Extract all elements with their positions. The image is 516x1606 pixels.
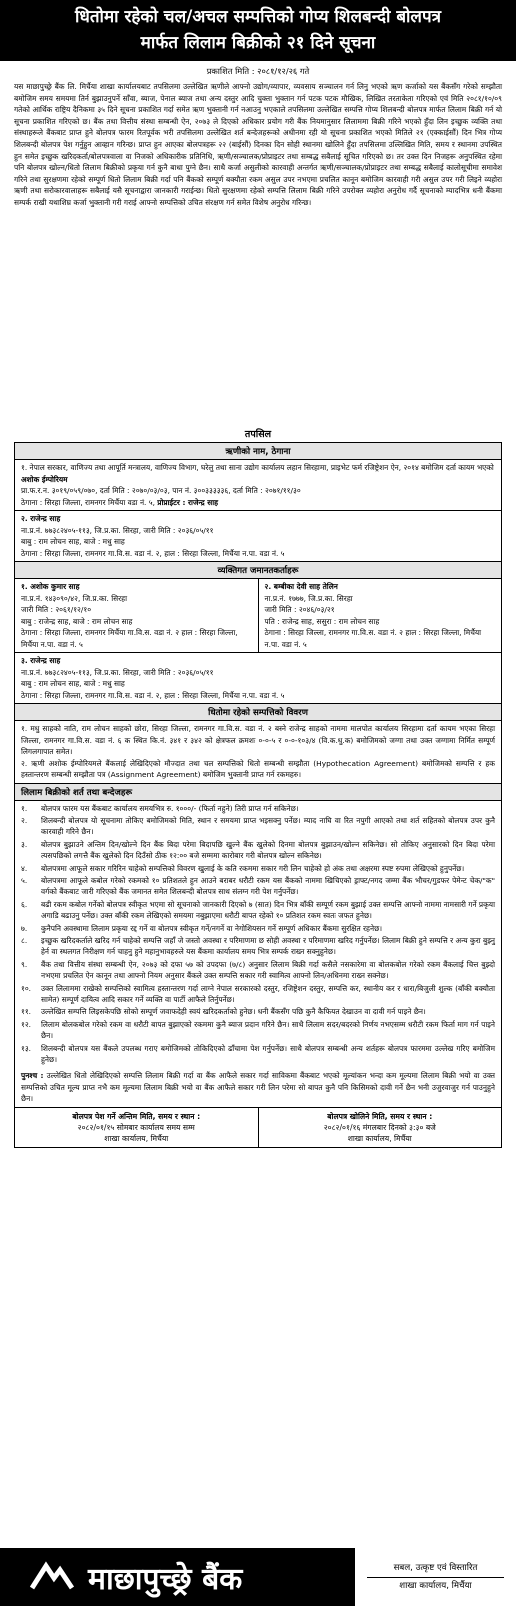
property-item-2: २. ऋणी अशोक ईम्पोरियमले बैंकलाई लेखिदिएको मौज्दात तथा चल सम्पत्तिको धितो सम्बन्धी सम्झौता (Hypothecation Agreement) बमोजिमको सम्पत्ति र हक हस्तान्तरण सम्बन्धी सम्झौता पत्र (Assignment Agreement) बमोजिम भुक्तानी प्राप्त गर्न रकमहरु।: [21, 758, 495, 779]
term-item: [21, 935, 495, 958]
opening-value: २०८२/०१/१६ मंगलबार दिनको ३:३० बजे: [323, 1122, 436, 1132]
term-item: [21, 1043, 495, 1066]
property-details: [15, 721, 501, 784]
guarantor-2-name: २. बम्बीका देवी साह तेलिन: [264, 582, 338, 591]
term-text: बोलपत्रमा आफूले कबोल गरेको रकमको १० प्रतिशतले हुन आउने बराबर धरौटी रकम यस बैंकको नाममा खिचिएको ड्राफ्ट/नगद जम्मा बैंक भौचर/गुडफर पेमेन्ट चेक/"क" वर्गको बैंकबाट जारी गरिएको बैंक जमानत समेत शिलबन्दी बोलपत्र साथ संलग्न गरी पेश गर्नुपर्नेछ।: [41, 875, 495, 897]
term-number: १.: [21, 803, 28, 813]
term-item: [21, 1019, 495, 1042]
tapasil-title: तपसिल: [244, 429, 272, 440]
notice-title-line1: धितोमा रहेको चल/अचल सम्पत्तिको गोप्य शिलबन्दी बोलपत्र: [75, 7, 441, 27]
borrower-2: [15, 511, 501, 562]
guarantor-1-line1: ना.प्र.नं. १४३०९०/४२, जि.प्र.का. सिरहा: [21, 593, 128, 603]
term-item: [21, 959, 495, 982]
guarantor-1-line4: ठेगाना : सिरहा जिल्ला, रामनगर मिर्चैया गा.वि.स. वडा नं. २ हाल : सिरहा जिल्ला, मिर्चैया न.पा. वडा नं. ५: [21, 628, 238, 649]
submission-deadline: [15, 1108, 259, 1147]
guarantor-3-name: ३. राजेन्द्र साह: [21, 656, 61, 665]
guarantor-3-line2: बाबु : राम लोचन साह, बाजे : मधु साह: [21, 679, 125, 688]
terms-heading: लिलाम बिक्रीको शर्त तथा बन्देजहरू: [15, 784, 501, 801]
bank-footer: [0, 1548, 516, 1606]
term-item: [21, 923, 495, 934]
guarantor-1: [15, 579, 259, 652]
term-item: [21, 1006, 495, 1017]
opening-place: शाखा कार्यालय, मिर्चैया: [347, 1133, 412, 1143]
term-number: ३.: [21, 839, 28, 849]
note-label: पुनश्च :: [21, 1071, 44, 1081]
property-item-1: १. मधु साहको नाति, राम लोचन साहको छोरा, सिरहा जिल्ला, रामनगर गा.वि.स. वडा नं. २ बस्ने राजेन्द्र साहको नाममा मालपोत कार्यालय सिरहामा दर्ता कायम भएका सिरहा जिल्ला, रामनगर गा.वि.स. वडा नं. ६ क स्थित कि.नं. ३४१ र ३४२ को क्षेत्रफल क्रमशः ०-०-५ र ०-०-१०३/४ (वि.क.धु.क) बमोजिमको जग्गा तथा उक्त जग्गामा निर्मित सम्पूर्ण लिगलगापात समेत।: [21, 724, 495, 756]
terms-list: [15, 801, 501, 1069]
opening-schedule: [259, 1108, 502, 1147]
borrower-1: [15, 460, 501, 511]
bank-tagline: सबल, उत्कृष्ट एवं विस्तारित: [393, 1563, 478, 1573]
borrower-heading: ऋणीको नाम, ठेगाना: [15, 443, 501, 460]
term-text: शिलबन्दी बोलपत्र यस बैंकले उपलब्ध गराए बमोजिमको तोकिदिएको ढाँचामा पेश गर्नुपर्नेछ। साथै बोलपत्र सम्बन्धी अन्य शर्तहरू बोलपत्र फारममा उल्लेख गरिए बमोजिम हुनेछ।: [41, 1043, 495, 1065]
deadline-row: [15, 1108, 501, 1147]
notice-title-line2: मार्फत लिलाम बिक्रीको २१ दिने सूचना: [140, 33, 376, 53]
term-item: [21, 863, 495, 874]
term-text: शिलबन्दी बोलपत्र यो सूचनामा तोकिए बमोजिमको मिति, स्थान र समयमा प्राप्त भइसक्नु पर्नेछ। म्याद नाघि वा रित नपुगी आएको तथा शर्त सहितको बोलपत्र उपर कुनै कारवाही गरिने छैन।: [41, 815, 495, 837]
guarantor-3-line3: ठेगाना : सिरहा जिल्ला, रामनगर गा.वि.स. वडा नं. २, हाल : सिरहा जिल्ला, मिर्चैया न.पा. वडा नं. ५: [21, 690, 285, 700]
borrower-2-line1: ना.प्र.नं. ७७३८२४०५-११३, जि.प्र.का. सिरहा, जारी मिति : २०३६/०५/११: [21, 525, 214, 535]
mountain-logo-icon: [30, 1558, 74, 1596]
term-number: ११.: [21, 1007, 32, 1017]
guarantor-3-line1: ना.प्र.नं. ७७३८२४०५-११३, जि.प्र.का. सिरहा, जारी मिति : २०३६/०५/११: [21, 667, 214, 677]
notice-header: [0, 0, 516, 61]
term-item: [21, 899, 495, 922]
opening-label: बोलपत्र खोलिने मिति, समय र स्थान :: [327, 1111, 433, 1121]
guarantor-1-line2: जारी मिति : २०६१/१२/१०: [21, 605, 92, 614]
guarantor-2-line3: पति : राजेन्द्र साह, ससुरा : राम लोचन साह: [264, 616, 380, 626]
term-number: २.: [21, 815, 28, 825]
submission-place: शाखा कार्यालय, मिर्चैया: [104, 1133, 169, 1143]
term-number: १०.: [21, 983, 32, 993]
term-text: बोलपत्रमा आफूले सकार गरिरिन चाहेको सम्पत्तिको विवरण खुलाई के कति रकममा सकार गरी लिन चाहेको हो अंक तथा अक्षरमा स्पष्ट रुपमा लेखिएको हुनुपर्नेछ।: [41, 863, 465, 873]
term-text: उल्लेखित सम्पत्ति लिइसकेपछि सोको सम्पूर्ण जवाफदेही स्वयं खरिदकर्ताको हुनेछ। धनी बैंकसँग पछि कुनै कैफियत देखाउन वा दावी गर्न पाइने छैन।: [41, 1007, 426, 1017]
guarantor-1-name: १. अशोक कुमार साह: [21, 582, 80, 591]
details-box: [14, 442, 502, 1148]
guarantor-row: [15, 579, 501, 653]
term-text: इच्छुक खरिदकर्ताले खरिद गर्न चाहेको सम्पत्ति जहाँ जे जस्तो अवस्था र परिमाणमा छ सोही अवस्था र परिमाणमा खरिद गर्नुपर्नेछ। लिलाम बिक्री हुने सम्पत्ति र अन्य कुरा बुझ्नु हेर्न वा स्थलगत निरीक्षण गर्न चाहनु हुने महानुभावहरुले यस बैंकमा कार्यालय समय भित्र सम्पर्क राख्न सक्नुहुनेछ।: [41, 935, 495, 957]
borrower-1-proprietor: प्रोप्राईटर : राजेन्द्र साह: [157, 497, 219, 507]
term-item: [21, 803, 495, 814]
term-number: ५.: [21, 875, 28, 885]
term-text: बैंक तथा वित्तीय संस्था सम्बन्धी ऐन, २०७३ को दफा ५७ को उपदफा (७/८) अनुसार लिलाम बिक्री गर्दा कसैले नसकारेमा वा बोलकबोल गरेको रकम बैंकलाई चित्त बुझ्दो नभएमा प्रचलित ऐन कानून तथा आफ्नो नियम अनुसार बैंकले उक्त सम्पत्ति सकार गरी स्वामित्व आफ्नो लिन/अधिनमा राख्न सक्नेछ।: [41, 959, 495, 981]
term-item: [21, 983, 495, 1006]
guarantor-2-line1: ना.प्र.नं. १७७७, जि.प्र.का. सिरहा: [264, 593, 353, 603]
borrower-2-name: २. राजेन्द्र साह: [21, 514, 61, 523]
property-heading: धितोमा रहेको सम्पत्तिको विवरण: [15, 704, 501, 721]
submission-label: बोलपत्र पेश गर्ने अन्तिम मिति, समय र स्थान :: [72, 1111, 201, 1121]
term-text: लिलाम बोलकबोल गरेको रकम वा धरौटी बापत बुझाएको रकममा कुनै ब्याज प्रदान गरिने छैन। साथै लिलाम सदर/बदरको निर्णय नभएसम्म धरौटी रकम फिर्ता माग गर्न पाइने छैन।: [41, 1019, 495, 1041]
borrower-2-line3: ठेगाना : सिरहा जिल्ला, रामनगर गा.वि.स. वडा नं. २, हाल : सिरहा जिल्ला, मिर्चैया न.पा. वडा नं. ५: [21, 548, 285, 558]
term-text: कुनैपनि अवस्थामा लिलाम प्रकृया रद्द गर्ने वा बोलपत्र स्वीकृत गर्ने/नगर्ने वा नेगोशियसन गर्ने सम्पूर्ण अधिकार बैंकमा सुरक्षित रहनेछ।: [41, 923, 383, 933]
terms-note: [15, 1068, 501, 1108]
borrower-1-line3: ठेगाना : सिरहा जिल्ला, रामनगर मिर्चैया वडा नं. ५, प्रोप्राईटर : राजेन्द्र साह: [21, 497, 219, 507]
guarantor-1-line3: बाबु : राजेन्द्र साह, बाजे : राम लोचन साह: [21, 616, 133, 626]
term-text: बढी रकम कबोल गर्नेको बोलपत्र स्वीकृत भएमा सो सूचनाको जानकारी दिएको ७ (सात) दिन भित्र बाँकी सम्पूर्ण रकम बुझाई उक्त सम्पत्ति आफ्नो नाममा नामसारी गर्ने प्रकृया अगाडि बढाउनु पर्नेछ। उक्त बाँकी रकम लेखिएको समयमा नबुझाएमा धरौटी बापत रहेको १० प्रतिशत रकम स्वतः जफत हुनेछ।: [41, 899, 495, 921]
term-item: [21, 815, 495, 838]
term-number: १३.: [21, 1043, 32, 1053]
term-number: ४.: [21, 863, 28, 873]
guarantor-heading: व्यक्तिगत जमानतकर्ताहरू: [15, 562, 501, 579]
term-item: [21, 875, 495, 898]
borrower-2-line2: बाबु : राम लोचन साह, बाजे : मधु साह: [21, 537, 125, 546]
submission-value: २०८२/०१/१५ सोमबार कार्यालय समय सम्म: [77, 1122, 195, 1132]
guarantor-2-line4: ठेगाना : सिरहा जिल्ला, रामनगर गा.वि.स. वडा नं. २ हाल : सिरहा जिल्ला, मिर्चैया न.पा. वडा नं. ५: [264, 628, 482, 649]
term-number: ८.: [21, 935, 28, 945]
branch-name: शाखा कार्यालय, मिर्चैया: [367, 1577, 504, 1593]
bank-tagline-block: [355, 1561, 516, 1593]
published-date: प्रकाशित मिति : २०८१/१२/२६ गते: [206, 66, 310, 76]
borrower-1-line1: १. नेपाल सरकार, वाणिज्य तथा आपूर्ति मन्त्रालय, वाणिज्य विभाग, घरेलु तथा साना उद्योग कार्यालय लहान सिरहामा, प्राइभेट फर्म रजिष्ट्रेशन ऐन, २०१४ बमोजिम दर्ता कायम भएको अशोक ईम्पोरियम: [21, 463, 494, 484]
guarantor-3: [15, 653, 501, 704]
borrower-1-line2: प्रा.फ.र.न. ३०१९/०५९/०७०, दर्ता मिति : २०७०/०३/०३, पान नं. ३००३३३३३६, दर्ता मिति : २०७१/११/३०: [21, 486, 301, 495]
intro-paragraph: यस माछापुच्छ्रे बैंक लि. मिर्चैया शाखा कार्यालयबाट तपसिलमा उल्लेखित ऋणीले आफ्नो उद्योग/व्यापार, व्यवसाय सञ्चालन गर्न लिनु भएको ऋण कर्जाको यस बैंकसँग गरेको सम्झौता बमोजिम समय समयमा तिर्न बुझाउनुपर्ने साँवा, ब्याज, पेनाल ब्याज तथा अन्य दस्तुर आदि चुक्ता भुक्तान गर्न पटक पटक मौखिक, लिखित तरताकेता गरिएको एवं मिति २०८१/१०/०९ गतेको आर्थिक राष्ट्रिय दैनिकमा ३५ दिने सूचना प्रकाशित गर्दा समेत ऋण भुक्तानी गर्न नआउनु भएकाले तपसिलमा उल्लेखित सम्पत्ति गोप्य शिलबन्दी बोलपत्र मार्फत लिलाम बिक्री गर्न यो सूचना प्रकाशित गरिएको छ। बैंक तथा वित्तीय संस्था सम्बन्धी ऐन, २०७३ ले दिएको अधिकार प्रयोग गरी बैंक नियमानुसार लिलाममा बिक्री गरिने भएको हुँदा लिन इच्छुक व्यक्ति तथा संस्थाहरूले बैंकबाट प्राप्त हुने बोलपत्र फारम रितपूर्वक भरी तपसिलमा उल्लेखित शर्त बन्देजहरूको अधीनमा रही यो सूचना प्रकाशित भएको मितिले २१ (एक्काईसौं) दिन भित्र गोप्य शिलबन्दी बोलपत्र पेश गर्नुहुन आव्हान गरिन्छ। प्राप्त हुन आएका बोलपत्रहरू २२ (बाईसौं) दिनका दिन सोही स्थानमा खोलिने हुँदा तपसिलमा उल्लिखित मिति, समय र स्थानमा उपस्थित हुन समेत इच्छुक खरिदकर्ता/बोलपत्रवाला वा निजको अधिकारीक प्रतिनिधि, ऋणी/सञ्चालक/प्रोप्राइटर तथा सम्बद्ध सबैलाई सूचित गरिएको छ। तर उक्त दिन निजहरू अनुपस्थित रहेमा पनि बोलपत्र खोल्न/धितो लिलाम बिक्रीको प्रकृया गर्न कुनै बाधा पुग्ने छैन। साथै कर्जा असुलीको कारवाही अन्तर्गत ऋणी/सञ्चालक/प्रोप्राइटर तथा सम्बद्ध सबैलाई कालोसूचीमा समावेश गरिने तथा सुरक्षणमा रहेको सम्पूर्ण धितो लिलाम बिक्री गर्दा पनि बैंकको सम्पूर्ण बक्यौता रकम असुल उपर नभएमा प्रचलित कानून बमोजिम कारवाही गरी असुल उपर गरी लिइने व्यहोरा ऋणी तथा सरोकारवालाहरू सबैलाई यसै सूचनाद्वारा जानकारी गराईन्छ। धितो सुरक्षणमा रहेको सम्पत्ति लिलाम बिक्री गरिने उपरोक्त व्यहोरा अनुरोध गर्दै सूचनाको म्यादभित्र धनी बैंकमा सम्पर्क राखी यथाशिघ्र कर्जा भुक्तानी गरी गराई आफ्नो सम्पत्तिको उचित संरक्षण गर्न समेत विशेष अनुरोध गरिन्छ।: [14, 82, 502, 207]
term-number: ६.: [21, 899, 28, 909]
bank-name: माछापुच्छ्रे बैंक: [88, 1561, 243, 1597]
term-item: [21, 839, 495, 862]
term-number: १२.: [21, 1019, 32, 1029]
borrower-1-name: अशोक ईम्पोरियम: [21, 474, 68, 484]
guarantor-2-line2: जारी मिति : २०४६/०३/२१: [264, 605, 335, 614]
bank-brand: [0, 1548, 355, 1606]
term-text: उक्त लिलाममा राखेको सम्पत्तिको स्वामित्व हस्तान्तरण गर्दा लाग्ने नेपाल सरकारको दस्तुर, रजिष्ट्रेशन दस्तुर, सम्पत्ति कर, स्थानीय कर र धारा/बिजुली शुल्क (बाँकी बक्यौता सामेत) सम्पूर्ण दायित्व आदि सकार गर्ने व्यक्ति वा पार्टी आफैले तिर्नुपर्नेछ।: [41, 983, 495, 1004]
note-text: उल्लेखित धितो लेखिदिएको सम्पत्ति लिलाम बिक्री गर्दा वा बैंक आफैले सकार गर्दा साविकमा बैंकबाट भएको मूल्यांकन भन्दा कम मूल्यमा लिलाम बिक्री भयो वा उक्त सम्पत्तिको उचित मूल्य प्राप्त नभै कम मूल्यमा लिलाम बिक्री भयो वा बैंक आफैले सकार गरी लिन परेमा सो बापत कुनै पनि किसिमको दावी गर्ने छैन भनी उजुरवाजुर गर्न पाउनुहुने छैन।: [21, 1071, 495, 1104]
term-number: ९.: [21, 959, 28, 969]
term-text: बोलपत्र फारम यस बैंकबाट कार्यालय समयभित्र रु. १०००/- (फिर्ता नहुने) तिरी प्राप्त गर्न सकिनेछ।: [41, 803, 299, 813]
guarantor-2: [259, 579, 502, 652]
term-number: ७.: [21, 923, 28, 933]
term-text: बोलपत्र बुझाउने अन्तिम दिन/खोल्ने दिन बैंक बिदा परेमा बिदापछि खुल्ने बैंक खुलेको दिनमा बोलपत्र बुझाउन/खोल्न सकिनेछ। सो तोकिए अनुसारको दिन बिदा परेमा त्यसपछिको लगत्तै बैंक खुलेको दिन दिउँसो ठीक १२:०० बजे सम्ममा कारोबार गरी बोलपत्र खोल्न सकिनेछ।: [41, 839, 495, 861]
